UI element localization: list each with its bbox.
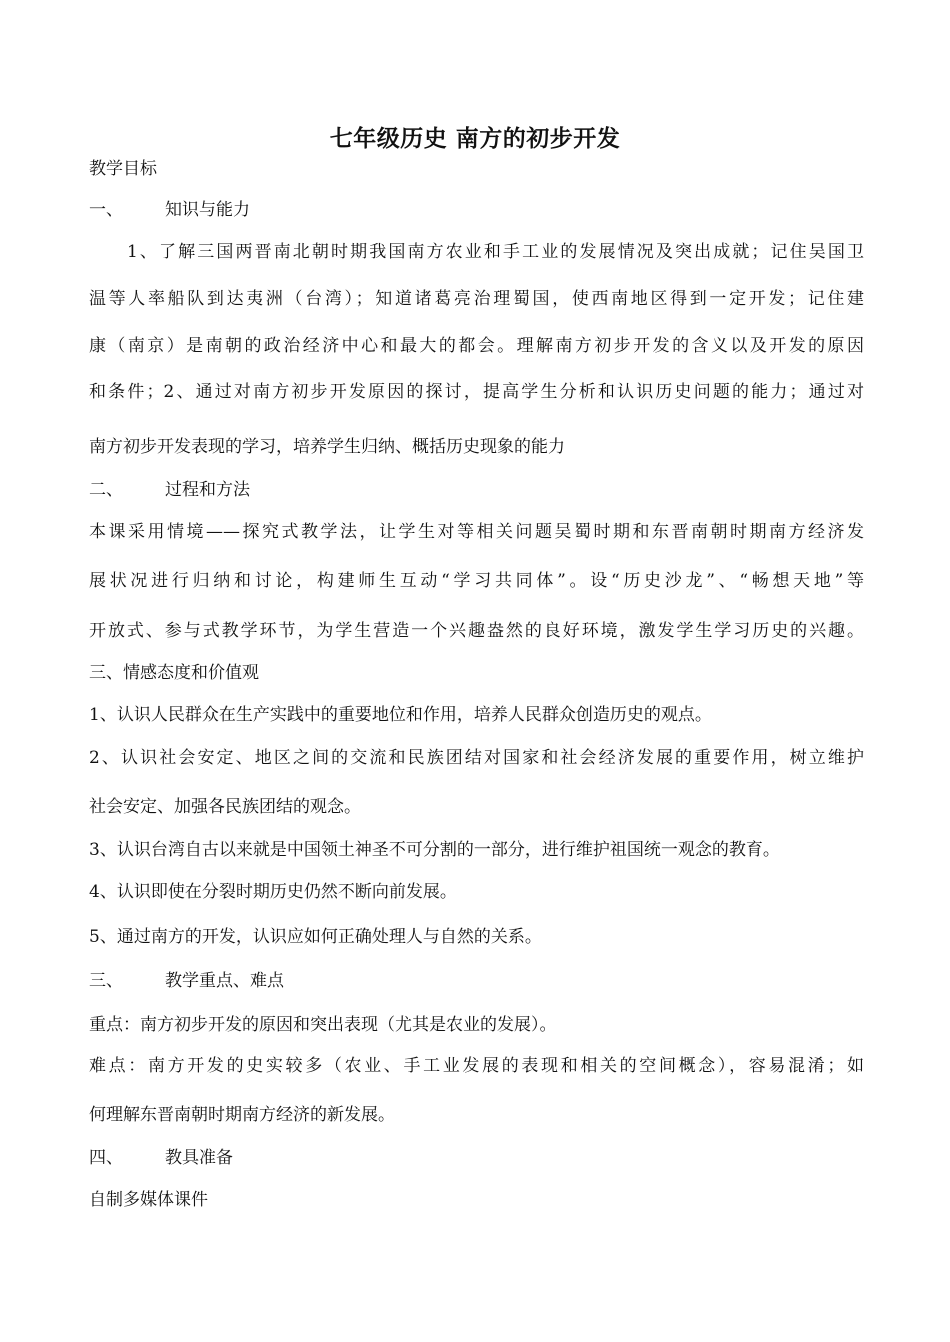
section-heading-key-points [89, 969, 864, 993]
materials-text: 自制多媒体课件 [89, 1190, 208, 1210]
section-title: 教具准备 [165, 1148, 233, 1168]
section-number: 二、 [89, 480, 123, 500]
difficult-point-continuation: 何理解东晋南朝时期南方经济的新发展。 [89, 1105, 395, 1125]
list-item: 3、认识台湾自古以来就是中国领土神圣不可分割的一部分，进行维护祖国统一观念的教育。 [89, 840, 780, 860]
section-heading-values: 三、情感态度和价值观 [89, 663, 259, 683]
document-title: 七年级历史 南方的初步开发 [329, 125, 621, 152]
key-point: 重点：南方初步开发的原因和突出表现（尤其是农业的发展）。 [89, 1015, 557, 1035]
section-title: 教学重点、难点 [165, 971, 284, 991]
section-number: 三、 [89, 971, 123, 991]
difficult-point: 难点：南方开发的史实较多（农业、手工业发展的表现和相关的空间概念），容易混淆；如 [89, 1056, 864, 1076]
section-title: 知识与能力 [165, 200, 250, 220]
paragraph-line: 本课采用情境——探究式教学法，让学生对等相关问题吴蜀时期和东晋南朝时期南方经济发 [89, 522, 864, 542]
objectives-heading: 教学目标 [89, 159, 157, 179]
paragraph-line: 1、了解三国两晋南北朝时期我国南方农业和手工业的发展情况及突出成就；记住吴国卫 [127, 242, 864, 262]
paragraph-line: 开放式、参与式教学环节，为学生营造一个兴趣盎然的良好环境，激发学生学习历史的兴趣。 [89, 621, 864, 641]
section-heading-process [89, 478, 864, 502]
list-item: 4、认识即使在分裂时期历史仍然不断向前发展。 [89, 882, 457, 902]
section-number: 四、 [89, 1148, 123, 1168]
list-item: 1、认识人民群众在生产实践中的重要地位和作用，培养人民群众创造历史的观点。 [89, 705, 712, 725]
paragraph-line: 和条件；2、通过对南方初步开发原因的探讨，提高学生分析和认识历史问题的能力；通过对 [89, 382, 864, 402]
section-heading-materials [89, 1146, 864, 1170]
paragraph-line: 南方初步开发表现的学习，培养学生归纳、概括历史现象的能力 [89, 437, 565, 457]
section-number: 一、 [89, 200, 123, 220]
paragraph-line: 温等人率船队到达夷洲（台湾）；知道诸葛亮治理蜀国，使西南地区得到一定开发；记住建 [89, 289, 864, 309]
list-item-continuation: 社会安定、加强各民族团结的观念。 [89, 797, 361, 817]
section-heading-knowledge [89, 198, 864, 222]
paragraph-line: 康（南京）是南朝的政治经济中心和最大的都会。理解南方初步开发的含义以及开发的原因 [89, 336, 864, 356]
list-item: 2、认识社会安定、地区之间的交流和民族团结对国家和社会经济发展的重要作用，树立维护 [89, 748, 864, 768]
paragraph-line: 展状况进行归纳和讨论，构建师生互动“学习共同体”。设“历史沙龙”、“畅想天地”等 [89, 571, 864, 591]
list-item: 5、通过南方的开发，认识应如何正确处理人与自然的关系。 [89, 927, 542, 947]
section-title: 过程和方法 [165, 480, 250, 500]
